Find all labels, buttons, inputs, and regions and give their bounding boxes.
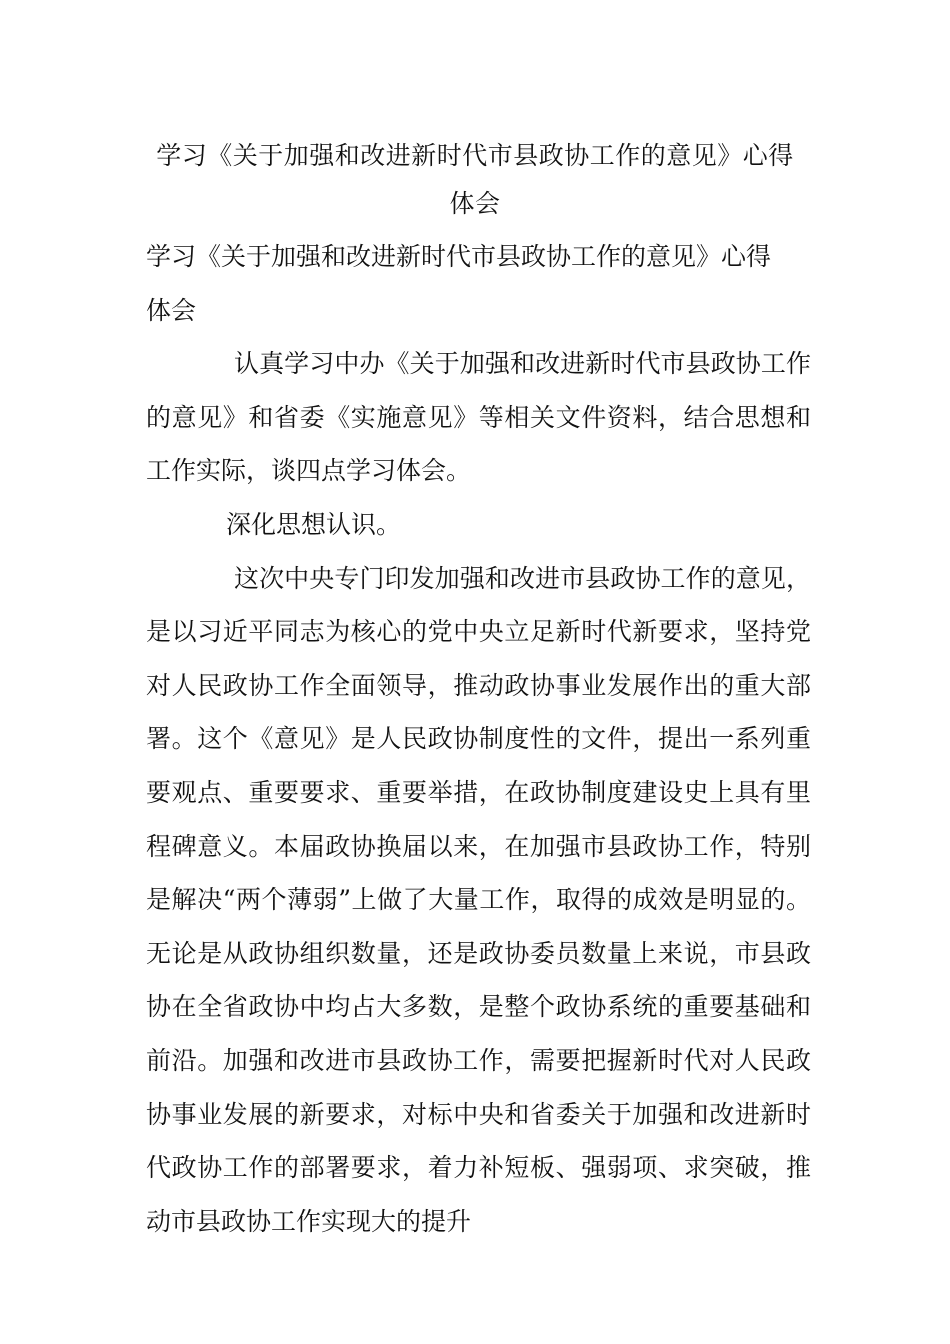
subtitle-line-2: 体会 bbox=[146, 295, 197, 325]
document-body bbox=[146, 230, 811, 1248]
section-paragraph: 这次中央专门印发加强和改进市县政协工作的意见，是以习近平同志为核心的党中央立足新时代新要求，坚持党对人民政协工作全面领导，推动政协事业发展作出的重大部署。这个《意见》是人民政协制度性的文件，提出一系列重要观点、重要要求、重要举措，在政协制度建设史上具有里程碑意义。本届政协换届以来，在加强市县政协工作，特别是解决“两个薄弱”上做了大量工作，取得的成效是明显的。无论是从政协组织数量，还是政协委员数量上来说，市县政协在全省政协中均占大多数，是整个政协系统的重要基础和前沿。加强和改进市县政协工作，需要把握新时代对人民政协事业发展的新要求，对标中央和省委关于加强和改进新时代政协工作的部署要求，着力补短板、强弱项、求突破，推动市县政协工作实现大的提升 bbox=[146, 563, 811, 1236]
intro-paragraph: 认真学习中办《关于加强和改进新时代市县政协工作的意见》和省委《实施意见》等相关文件资料，结合思想和工作实际，谈四点学习体会。 bbox=[146, 349, 811, 486]
document-title bbox=[100, 132, 850, 228]
section-heading: 深化思想认识。 bbox=[226, 509, 402, 539]
title-line-2: 体会 bbox=[449, 189, 501, 218]
title-line-1: 学习《关于加强和改进新时代市县政协工作的意见》心得 bbox=[156, 141, 794, 170]
subtitle-line-1: 学习《关于加强和改进新时代市县政协工作的意见》心得 bbox=[146, 242, 772, 271]
